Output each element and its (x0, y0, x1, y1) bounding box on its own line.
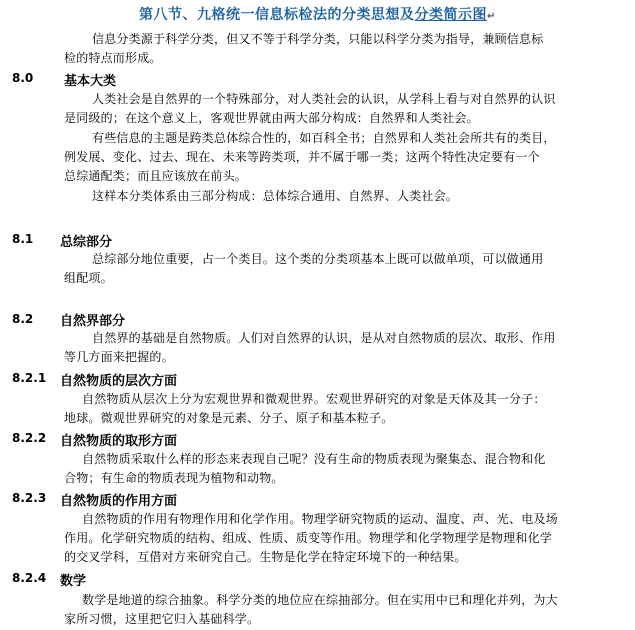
title-underlined: 分类简示图 (414, 7, 488, 23)
section-heading-8-2: 自然界部分 (60, 314, 126, 329)
s80-p2-line-3: 总综通配类；而且应该放在前头。 (64, 169, 248, 183)
s823-line-3: 的交叉学科，互借对方来研究自己。生物是化学在特定环境下的一种结果。 (64, 550, 467, 564)
section-number-8-2-1: 8.2.1 (12, 371, 47, 385)
section-heading-8-2-3: 自然物质的作用方面 (60, 494, 178, 509)
section-number-8-2-3: 8.2.3 (12, 491, 47, 505)
s81-line-2: 组配项。 (64, 271, 113, 285)
section-number-8-2: 8.2 (12, 312, 34, 326)
s80-p2-line-2: 例发展、变化、过去、现在、未来等跨类项，并不属于哪一类；这两个特性决定要有一个 (64, 150, 540, 164)
intro-line-2: 检的特点而形成。 (64, 51, 162, 65)
s821-line-1: 自然物质从层次上分为宏观世界和微观世界。宏观世界研究的对象是天体及其一分子： (82, 392, 546, 406)
s80-p2-line-1: 有些信息的主题是跨类总体综合性的，如百科全书；自然界和人类社会所共有的类目， (92, 131, 556, 145)
s821-line-2: 地球。微观世界研究的对象是元素、分子、原子和基本粒子。 (64, 411, 394, 425)
section-number-8-1: 8.1 (12, 232, 34, 246)
s82-line-2: 等几方面来把握的。 (64, 350, 174, 364)
s824-line-2: 家所习惯，这里把它归入基础科学。 (64, 612, 260, 626)
s822-line-2: 合物；有生命的物质表现为植物和动物。 (64, 471, 284, 485)
section-heading-8-1: 总综部分 (60, 235, 113, 250)
s81-line-1: 总综部分地位重要，占一个类目。这个类的分类项基本上既可以做单项，可以做通用 (92, 252, 544, 266)
section-heading-8-2-4: 数学 (60, 574, 87, 589)
s823-line-2: 作用。化学研究物质的结构、组成、性质、质变等作用。物理学和化学物理学是物理和化学 (64, 531, 553, 545)
section-number-8-2-4: 8.2.4 (12, 571, 47, 585)
s82-line-1: 自然界的基础是自然物质。人们对自然界的认识，是从对自然物质的层次、取形、作用 (92, 331, 556, 345)
page-title (0, 4, 635, 24)
intro-line-1: 信息分类源于科学分类，但又不等于科学分类，只能以科学分类为指导，兼顾信息标 (92, 32, 544, 46)
s822-line-1: 自然物质采取什么样的形态来表现自己呢？没有生命的物质表现为聚集态、混合物和化 (82, 452, 546, 466)
section-heading-8-0: 基本大类 (64, 74, 117, 89)
section-number-8-0: 8.0 (12, 71, 34, 85)
s80-p1-line-2: 是同级的；在这个意义上，客观世界就由两大部分构成：自然界和人类社会。 (64, 111, 479, 125)
s80-p3: 这样本分类体系由三部分构成：总体综合通用、自然界、人类社会。 (92, 189, 459, 203)
title-paragraph-mark: ↵ (487, 11, 496, 22)
s824-line-1: 数学是地道的综合抽象。科学分类的地位应在综抽部分。但在实用中已和理化并列，为大 (82, 593, 558, 607)
title-main: 第八节、九格统一信息标检法的分类思想及 (139, 7, 415, 23)
section-heading-8-2-1: 自然物质的层次方面 (60, 374, 178, 389)
s80-p1-line-1: 人类社会是自然界的一个特殊部分，对人类社会的认识，从学科上看与对自然界的认识 (92, 92, 556, 106)
s823-line-1: 自然物质的作用有物理作用和化学作用。物理学研究物质的运动、温度、声、光、电及场 (82, 512, 558, 526)
section-number-8-2-2: 8.2.2 (12, 431, 47, 445)
section-heading-8-2-2: 自然物质的取形方面 (60, 434, 178, 449)
